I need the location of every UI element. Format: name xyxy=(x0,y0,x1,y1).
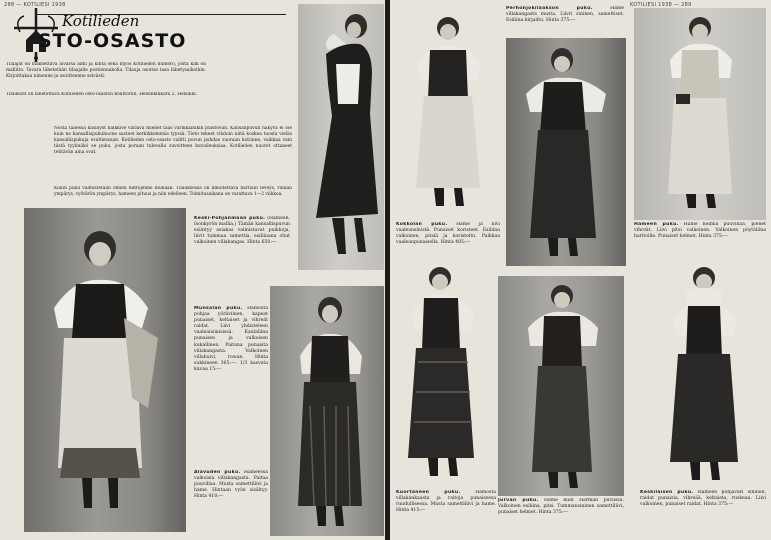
caption-title: Perhonjokilaakson puku. xyxy=(506,6,593,11)
caption-text: Hame ja liivi vaaleansinistä. Punaiset koristeet. Esiliina valkoinen, pitsiä ja koristeltu. Paikkaa vaaleanpunaisella. Hinta 405:— xyxy=(396,222,500,246)
caption-title: Keskiläisen puku. xyxy=(640,490,694,495)
caption-keskilaisen xyxy=(640,490,766,536)
logo-title-osto-osasto: STO-OSASTO xyxy=(38,30,187,52)
photo-hameen-puku xyxy=(634,8,766,220)
left-running-header: 288 — KOTILIESI 1938 xyxy=(4,2,66,8)
caption-title: Kokkolan puku. xyxy=(396,222,448,227)
caption-text: Hameessa valkoisia villakangasta. Paitaa puuvillaa. Musta samettiliivi ja hame. Hintaan vyön sisältyy. Hinta 410:— xyxy=(194,470,268,500)
caption-text: Hame kuin Härmän puvussa. Valkoinen esiliina, pitsi. Tummansininen samettiliivi, punaiset helmet. Hinta 375:— xyxy=(498,498,624,516)
caption-text: Hame villakangasta musta. Liivit sininen, samettiset. Esiliina kirjailtu. Hinta 375:— xyxy=(506,6,624,24)
caption-text: Hameen pohjaväri sininen, raidat punaisia, vihreää, keltaista, ruskeaa. Liivi valkoinen, punaiset raidat. Hinta 375:— xyxy=(640,490,766,508)
article-text-2: Kukin puku valmistetaan omien mittojenne mukaan. Tilauksessa on ilmoitettava hartiain leveys, rinnan ympärys, vyötärön ympärys, hameen pituus ja niin edelleen. Toimitusaikana on varattava 1—2 viikkoa. xyxy=(54,186,292,197)
caption-text: Hamosta pohjaa yöriiviinen, kapeat punaiset, keltaiset ja vihreät raidat. Liivi yhdisteleen vaaleansinisissä. Kaulaliina punaisen ja valkoisen kukallinen. Paitana punaista villakangasta. Valkoinen villahuivi, rowan. Hinta sukkineen 365:—. 1/3 kasvata kuvaa 15:— xyxy=(194,306,268,372)
caption-title: Hämeen puku. xyxy=(634,222,679,227)
caption-perhon xyxy=(506,6,624,36)
costume-figure-icon xyxy=(270,286,384,536)
photo-jurvan-puku xyxy=(498,276,624,496)
photo-kuortaneen-puku xyxy=(396,262,496,488)
photo-munsalan-puku xyxy=(270,286,384,536)
caption-kuortaneen xyxy=(396,490,496,536)
costume-figure-icon xyxy=(506,38,626,266)
caption-text: Hamosta villakankaasta ja raitoja punaisessa ruudullisessa. Musta samettiliivi ja hame. Hinta 415:— xyxy=(396,490,496,514)
caption-hameen xyxy=(634,222,766,258)
intro-text: Tilaajat on maksettava lavarsa aimi ja kinta sekä myös Kotilieden numero, josta kilk on mallitto. Tavara lähetetään tilaajalle postiennakolla. Tilauja osoitse tasa lähetysaikoihin. Kirjoittakaa nimenne ja osoitteenne selvästi. xyxy=(6,62,206,79)
caption-kokkolan xyxy=(396,222,500,260)
caption-title: Munsalan puku. xyxy=(194,306,243,311)
right-magazine-page xyxy=(390,0,771,540)
costume-figure-icon xyxy=(640,262,766,488)
caption-alavuden xyxy=(194,470,268,530)
costume-figure-icon xyxy=(634,8,766,220)
address-text: Tilaukset on lähetettävä Kotilieden osto-osaston konttoriin. Helsinkinkatu 2, Helsinki. xyxy=(6,92,198,97)
caption-text: (Hämeen, Isonkyrön mallia.) Tämän kansallispuvun esiintyy asiakas valmistavat puikkoja, liivit tummaa samettia, esiliinana ohut valkoinen villakangas. Hinta 650:— xyxy=(194,216,290,246)
photo-kokkolan-puku xyxy=(396,10,500,220)
costume-figure-icon xyxy=(298,4,384,270)
photo-keski-pohjanmaan-puku xyxy=(24,208,186,532)
caption-title: Keski-Pohjanmaan puku. xyxy=(194,216,266,221)
costume-figure-icon xyxy=(396,10,500,220)
costume-figure-icon xyxy=(24,208,186,532)
left-magazine-page xyxy=(0,0,385,540)
caption-jurvan xyxy=(498,498,624,536)
caption-title: Alavuden puku. xyxy=(194,470,241,475)
caption-text: Hame helmiä puuvillaa, pienet vihreät. Liivi pitsi valkoinen. Valkoinen pöytäliina hartioille. Punaiset helmet. Hinta 375:— xyxy=(634,222,766,240)
costume-figure-icon xyxy=(396,262,496,488)
costume-figure-icon xyxy=(498,276,624,496)
caption-munsalan xyxy=(194,306,268,424)
caption-keski-pohjanmaan xyxy=(194,216,290,282)
logo-title-kotilieden: Kotilieden xyxy=(62,12,140,30)
right-running-header: KOTILIESI 1938 — 289 xyxy=(630,2,692,8)
article-text: Nosta tallessa käsinyst halkkive varaiva miehet taas värikkäinikin puistoviin. Kansanpuvun näkyvä ei ole kuin ne kansallispukuhuone sasteet kerkikkemmäs tyyssä. Tieto tekeet vihdoin niitä koskea tuosta vieläs kansallispukuja ovaltiessaan. Kotilieden osto-osasto valitti puvun puhdas suoraan kotiinne, vaikkaa vain tästä tyylinäkö se puku, josta poraan tulevalla suvoitteen kuvaileuksiaa. Kotilieden nuoret ottaneet tehtävän aina ovat. xyxy=(54,126,292,155)
photo-perhon-puku xyxy=(506,38,626,266)
photo-woman-dark-dress xyxy=(298,4,384,270)
caption-title: Kuortaneen puku. xyxy=(396,490,461,495)
caption-title: Jurvan puku. xyxy=(498,498,539,503)
photo-keskilaisen-puku xyxy=(640,262,766,488)
